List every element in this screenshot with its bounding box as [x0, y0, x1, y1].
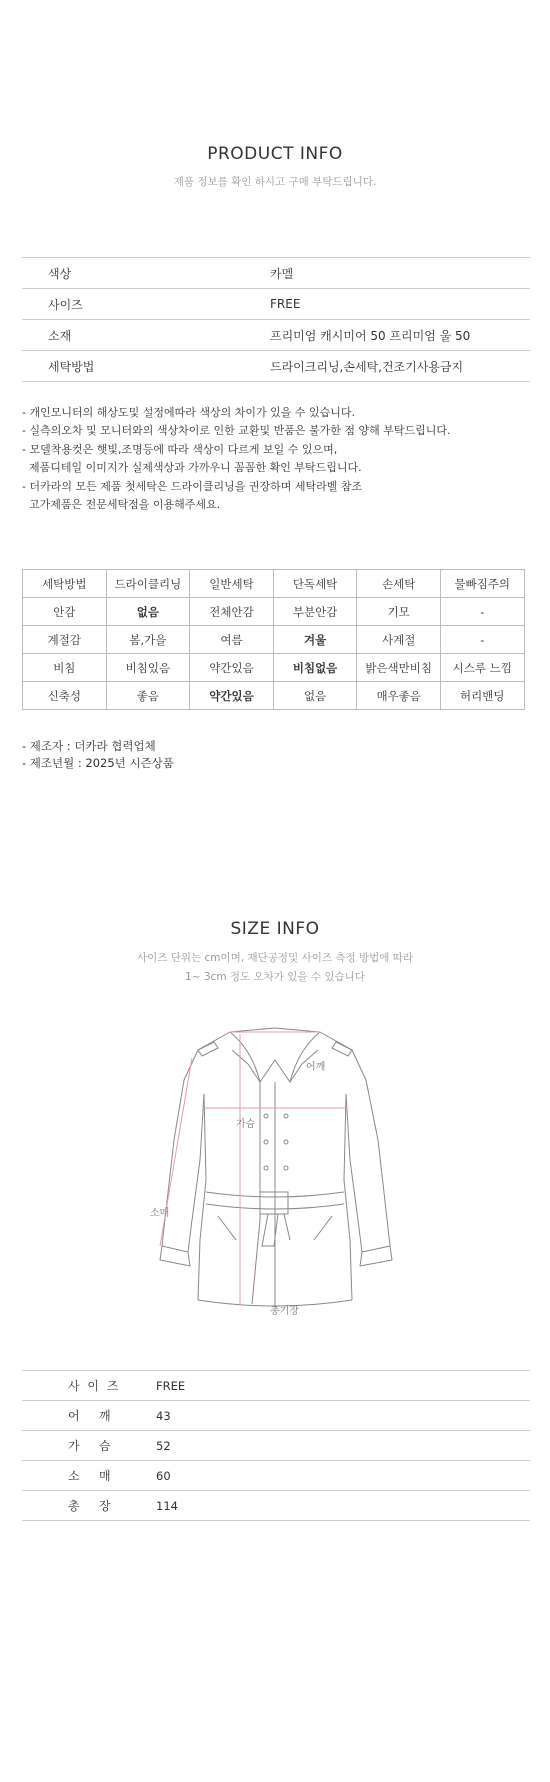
notice-line: 고가제품은 전문세탁점을 이용해주세요.: [22, 498, 221, 512]
care-row: [23, 654, 525, 682]
care-row: [23, 570, 525, 598]
maker-info: [22, 738, 174, 771]
care-row: [23, 626, 525, 654]
info-row-washing: [22, 351, 530, 382]
care-row-label: 비침: [23, 654, 107, 682]
care-option-selected: 약간있음: [190, 682, 274, 710]
size-row: [22, 1431, 530, 1461]
info-value: 프리미엄 캐시미어 50 프리미엄 울 50: [270, 328, 471, 343]
size-info-subtitle-2: 1~ 3cm 정도 오차가 있을 수 있습니다: [185, 971, 365, 983]
info-row-size: [22, 289, 530, 320]
info-value: 드라이크리닝,손세탁,건조기사용금지: [270, 359, 464, 374]
care-option: 일반세탁: [190, 570, 274, 598]
care-option: -: [440, 626, 524, 654]
info-label: 세탁방법: [48, 359, 95, 374]
size-table: [22, 1370, 530, 1521]
notice-line: - 더카라의 모든 제품 첫세탁은 드라이클리닝을 권장하며 세탁라벨 참조: [22, 479, 363, 493]
maker-line: - 제조자 : 더카라 협력업체: [22, 739, 156, 753]
care-option: 없음: [273, 682, 357, 710]
info-value: FREE: [270, 297, 301, 311]
notice-line: 제품디테일 이미지가 실제색상과 가까우니 꼼꼼한 확인 부탁드립니다.: [22, 461, 362, 475]
care-option: 밝은색만비침: [357, 654, 441, 682]
care-option: 전체안감: [190, 598, 274, 626]
notice-line: - 개인모니터의 해상도및 설정에따라 색상의 차이가 있을 수 있습니다.: [22, 406, 355, 419]
size-value: FREE: [156, 1378, 186, 1393]
care-grid: [22, 569, 525, 710]
size-label: 가 슴: [68, 1439, 113, 1453]
size-row: [22, 1401, 530, 1431]
care-option-selected: 겨울: [273, 626, 357, 654]
product-info-subtitle: 제품 정보를 확인 하시고 구매 부탁드립니다.: [173, 176, 377, 188]
size-label: 총 장: [68, 1499, 113, 1513]
care-option: 매우좋음: [357, 682, 441, 710]
care-option: 좋음: [106, 682, 190, 710]
size-info-subtitle: 사이즈 단위는 cm이며, 재단공정및 사이즈 측정 방법에 따라: [137, 952, 413, 964]
care-row: [23, 682, 525, 710]
size-value: 60: [156, 1468, 171, 1483]
info-row-material: [22, 320, 530, 351]
size-value: 52: [156, 1438, 171, 1453]
care-option: 허리밴딩: [440, 682, 524, 710]
diagram-label-sleeve: 소매: [150, 1208, 170, 1219]
notice-list: [22, 404, 450, 514]
info-label: 소재: [48, 328, 72, 343]
diagram-label-chest: 가슴: [236, 1119, 256, 1130]
care-row-label: 신축성: [23, 682, 107, 710]
size-value: 43: [156, 1408, 171, 1423]
maker-line: - 제조년월 : 2025년 시즌상품: [22, 755, 174, 770]
info-value: 카멜: [270, 266, 294, 281]
size-row: [22, 1371, 530, 1401]
care-option: 기모: [357, 598, 441, 626]
size-label: 어 깨: [68, 1409, 113, 1423]
care-option: 비침있음: [106, 654, 190, 682]
care-option: 단독세탁: [273, 570, 357, 598]
notice-line: - 실측의오차 및 모니터와의 색상차이로 인한 교환및 반품은 불가한 점 양해 부탁드립니다.: [22, 424, 451, 438]
info-label: 사이즈: [48, 297, 83, 312]
diagram-label-length: 총기장: [270, 1306, 299, 1317]
size-info-title: SIZE INFO: [230, 919, 320, 939]
coat-measurement-diagram: [140, 1020, 410, 1320]
size-value: 114: [156, 1498, 178, 1513]
care-option: 사계절: [357, 626, 441, 654]
care-row: [23, 598, 525, 626]
care-row-label: 세탁방법: [23, 570, 107, 598]
size-row: [22, 1491, 530, 1521]
care-option: 시스루 느낌: [440, 654, 524, 682]
care-option-selected: 비침없음: [273, 654, 357, 682]
care-option: 손세탁: [357, 570, 441, 598]
product-info-table: [22, 257, 530, 382]
care-option: 물빠짐주의: [440, 570, 524, 598]
product-info-title: PRODUCT INFO: [207, 144, 343, 164]
info-label: 색상: [48, 266, 72, 281]
care-row-label: 계절감: [23, 626, 107, 654]
care-option: 여름: [190, 626, 274, 654]
diagram-label-shoulder: 어깨: [306, 1062, 326, 1073]
info-row-color: [22, 258, 530, 289]
size-label: 사 이 즈: [68, 1379, 121, 1393]
care-row-label: 안감: [23, 598, 107, 626]
care-option: 부분안감: [273, 598, 357, 626]
care-option-selected: 없음: [106, 598, 190, 626]
care-option: -: [440, 598, 524, 626]
care-option: 약간있음: [190, 654, 274, 682]
size-label: 소 매: [68, 1469, 113, 1483]
size-row: [22, 1461, 530, 1491]
notice-line: - 모델착용컷은 햇빛,조명등에 따라 색상이 다르게 보일 수 있으며,: [22, 442, 338, 456]
care-option: 드라이클리닝: [106, 570, 190, 598]
care-option: 봄,가을: [106, 626, 190, 654]
